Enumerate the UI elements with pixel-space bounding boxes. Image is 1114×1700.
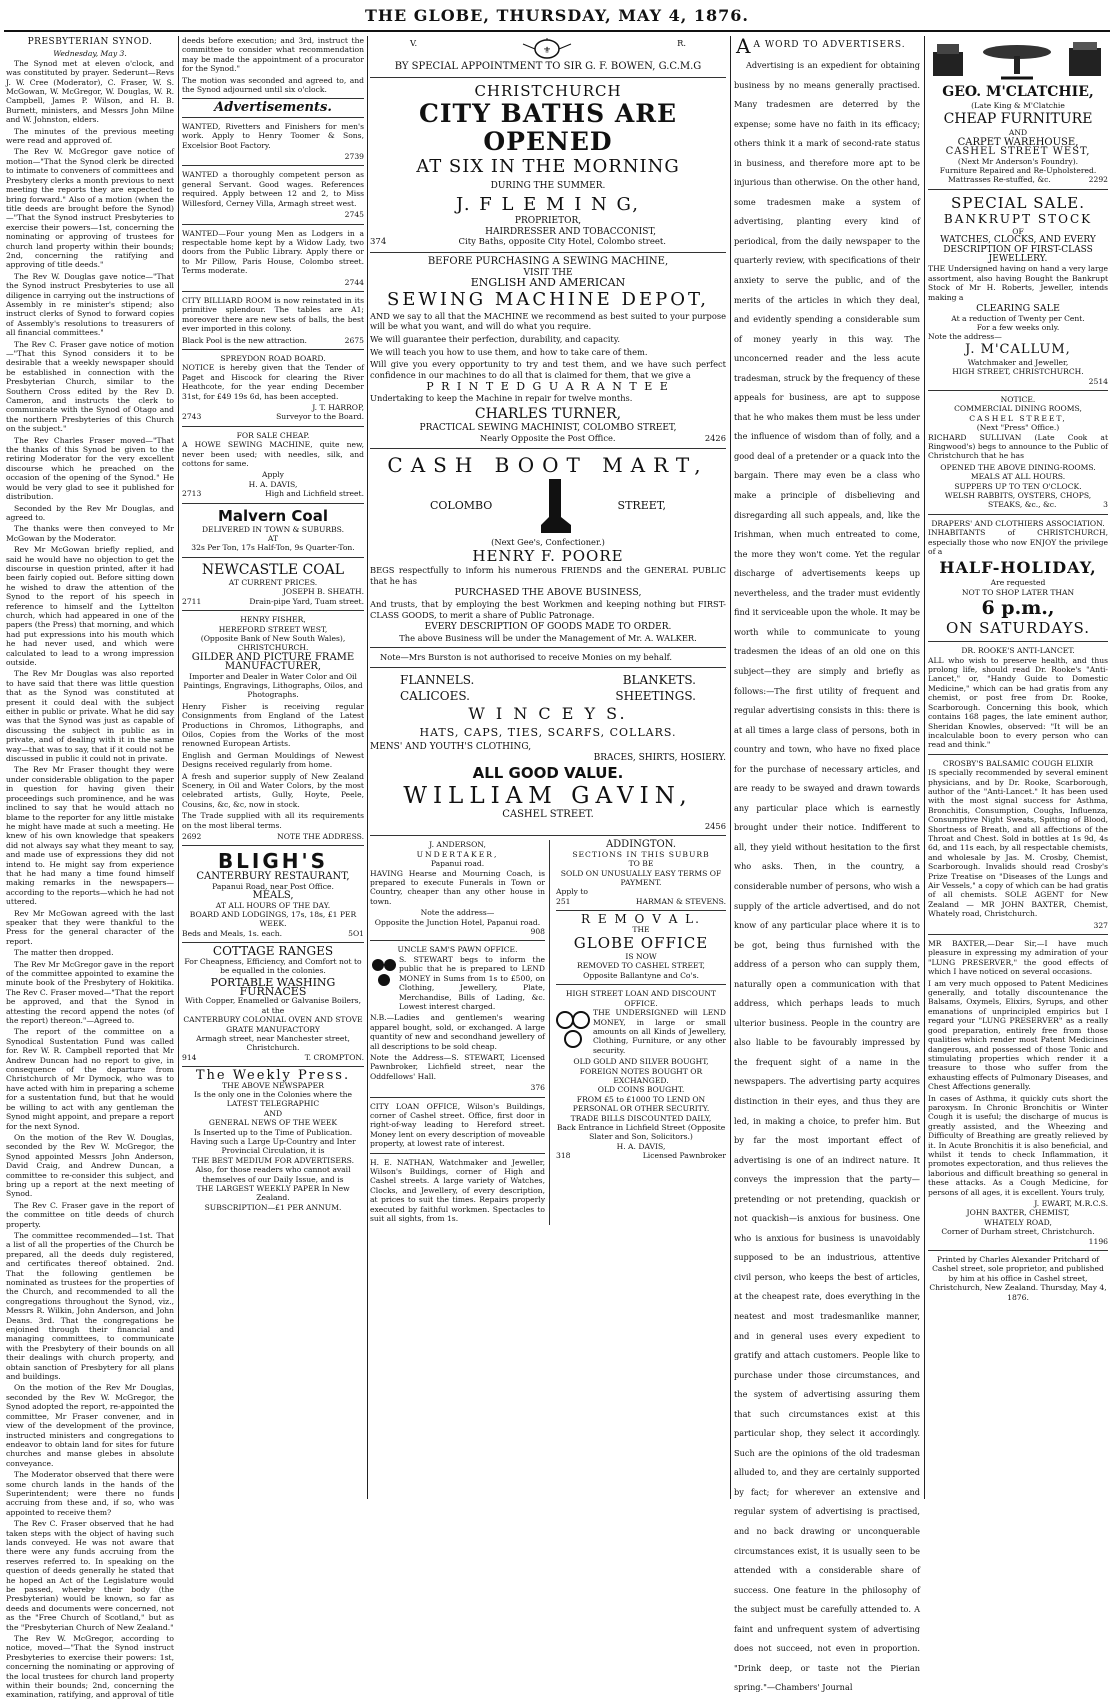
column-divider <box>367 36 368 1499</box>
article-title: A A WORD TO ADVERTISERS. <box>736 34 906 58</box>
pawnbroker-balls-icon <box>370 955 396 989</box>
article-paragraph: The Rev Mr Douglas was also reported to have said that there was little question that as the Synod was constituted at present it could deal with the subject either in public or private. What he did say was that the Synod was just as capable of discussing the subject in public as in private, and of dealing with it in the same way—that was to say, that if it could not be discussed in public it could not in private. <box>6 669 174 764</box>
column-synod-report <box>6 36 174 1700</box>
article-paragraph: The Rev C. Fraser observed that he had taken steps with the object of having such lands conveyed. He was not aware that there were any funds accruing from the reserves referred to. In speaking on the question of deeds generally he stated that he hoped an Act of the Legislature would be passed, whereby their body (the Presbyterian) would be known, so far as deeds and documents were concerned, not as the "Free Church of Scotland," but as the "Presbyterian Church of New Zealand." <box>6 1519 174 1632</box>
ad-fisher-name: HENRY FISHER, <box>240 615 306 625</box>
article-continued: The motion was seconded and agreed to, and the Synod adjourned until six o'clock. <box>182 75 364 95</box>
advertisements-heading: Advertisements. <box>214 100 332 116</box>
article-paragraph: The Rev Mr Fraser thought they were under considerable obligation to the paper in question for having given their proceedings such prominence, and he was inclined to say that he would attach no blame to the reporter for any little mistake he might have made at such a meeting. He knew of his own knowledge that speakers did not always say what they meant to say, and made use of expressions they did not intend to. He might say from experience that he had many a time found himself making remarks in the newspapers—according to the reports—which he had not uttered. <box>6 765 174 907</box>
ad-sullivan: RICHARD SULLIVAN (Late Cook at Ringwood's) begs to announce to the Public of Christchurch that he has <box>928 432 1108 461</box>
article-paragraph: The Rev C. Fraser gave in the report of the committee on title deeds of church property. <box>6 1200 174 1229</box>
ad-rooke-anti-lancet: ALL who wish to preserve health, and thus prolong life, should read Dr. Rooke's "Anti-Lancet," or, "Handy Guide to Domestic Medicine," which can be had gratis from any chemist, or post free from Dr. Rooke, Scarborough. Concerning this book, which contains 168 pages, the late eminent author, Sheridan Knowles, observed: "It will be an incalculable boon to every person who can read and think." <box>928 655 1108 750</box>
article-paragraph: The Rev Mr McGregor gave in the report of the committee appointed to examine the minute book of the Presbytery of Hokitika. The Rev C. Fraser moved—"That the report be approved, and that the Synod in attesting the record append the notes (of the report) thereon."—Agreed to. <box>6 959 174 1026</box>
article-paragraph: The minutes of the previous meeting were read and approved of. <box>6 126 174 146</box>
ad-rivetters: WANTED, Rivetters and Finishers for men's work. Apply to Henry Toomer & Sons, Excelsior Boot Factory. <box>182 121 364 150</box>
printers-imprint: Printed by Charles Alexander Pritchard of Cashel street, sole proprietor, and published by him at his office in Cashel street, Christchurch, New Zealand. Thursday, May 4, 1876. <box>929 1255 1107 1302</box>
ad-boot-mart-title: CASH BOOT MART, <box>387 452 709 477</box>
article-paragraph: The Moderator observed that there were some church lands in the hands of the Superintendent; were there no funds accruing from these and, if so, who was appointed to receive them? <box>6 1470 174 1517</box>
article-paragraph: The Rev W. McGregor gave notice of motion—"That the Synod clerk be directed to intimate to conveners of committees and Presbytery clerks a month previous to next meeting the reports they are expected to bring forward." Also of a motion (when the title deeds are brought before the Synod) —"That the Synod instruct Presbyteries to exercise their powers—1st, concerning the nominating or approving of trustees for church land property within their bounds; 2nd, concerning the ratifying and approving of title deeds." <box>6 147 174 270</box>
pawnbroker-balls-icon <box>556 1008 590 1052</box>
article-paragraph: The committee recommended—1st. That a list of all the properties of the Church be prepared, all the deeds duly registered, and certificates thereof obtained. 2nd. That the following gentlemen be nominated as trustees for the properties of the Church, and recommended to all the congregations throughout the Synod, viz., Messrs R. Wilkin, John Anderson, and John Deans. 3rd. That the congregations be enjoined through their financial and managing committees, to communicate with the Presbytery of their bounds on all their dealings with church property, and obtain sanction of Presbytery for all plans and buildings. <box>6 1230 174 1382</box>
ad-baxter-letter: MR BAXTER,—Dear Sir,—I have much pleasure in expressing my admiration of your "LUNG PRESERVER," the good effects of which I have noticed on several occasions. <box>928 939 1108 977</box>
royal-appointment: BY SPECIAL APPOINTMENT TO SIR G. F. BOWEN, G.C.M.G <box>394 61 702 72</box>
ad-blighs-title: BLIGH'S <box>217 849 329 874</box>
column-divider <box>178 36 179 1499</box>
ad-servant: WANTED a thoroughly competent person as general Servant. Good wages. References required. Apply between 12 and 2, to Miss Willesford, Cerney Villa, Armagh street west. <box>182 170 364 208</box>
article-title: PRESBYTERIAN SYNOD. <box>27 37 153 47</box>
ad-crosby-elixir: IS specially recommended by several eminent physicians, and by Dr. Rooke, Scarborough, author of the "Anti-Lancet." It has been used with the most signal success for Asthma, Bronchitis, Consumption, Coughs, Influenza, Consumptive Night Sweats, Spitting of Blood, Shortness of Breath, and all affections of the Throat and Chest. Sold in bottles at 1s 9d, 4s 6d, and 11s each, by all respectable chemists, and wholesale by Jas. M. Crosby, Chemist, Scarborough. Invalids should read Crosby's Prize Treatise on "Diseases of the Lungs and Air Vessels," a copy of which can be had gratis of all chemists. SOLE AGENT for New Zealand — MR JOHN BAXTER, Chemist, Whately road, Christchurch. <box>928 768 1108 919</box>
article-paragraph: The Rev W. Douglas gave notice—"That the Synod instruct Presbyteries to use all diligence in carrying out the instructions of Assembly in re minister's stipend; also instruct clerks of Synod to forward copies of Assembly's resolutions to treasurers of all financial committees." <box>6 271 174 338</box>
boot-icon <box>535 477 575 537</box>
article-paragraph: The matter then dropped. <box>14 948 114 958</box>
ad-special-sale: SPECIAL SALE. <box>950 193 1086 212</box>
ad-mcclatchie-name: GEO. M'CLATCHIE, <box>942 84 1094 100</box>
article-body <box>6 59 174 1700</box>
royal-arms-icon <box>517 38 577 60</box>
article-paragraph: The Rev C. Fraser gave notice of motion—"That this Synod considers it to be desirable that a weekly newspaper should be established in connection with the Presbyterian Church, similar to the Southern Cross edited by the Rev D. Cameron, and instructs the clerk to communicate with the Synod of Otago and the northern Presbyteries of this Church on the subject." <box>6 339 174 434</box>
ad-weekly-press-title: The Weekly Press. <box>195 1068 351 1084</box>
article-paragraph: On the motion of the Rev W. Douglas, seconded by the Rev W. McGregor, the Synod appointed Messrs John Anderson, David Craig, and Andrew Duncan, a committee to re-consider this subject, and bring up a report at the next meeting of Synod. <box>6 1132 174 1199</box>
ad-spreydon-title: SPREYDON ROAD BOARD. <box>220 353 326 363</box>
article-paragraph: On the motion of the Rev Mr Douglas, seconded by the Rev W. McGregor, the Synod adopted the report, re-appointed the committee, Mr Fraser convener, and in view of the development of the province, instructed ministers and congregations to endeavor to obtain land for sites for future churches and manse glebes in absolute conveyance. <box>6 1383 174 1468</box>
column-advertisements-1: deeds before execution; and 3rd, instruct the committee to consider what recommendation may be made the appointment of a procurator for the Synod." The motion was seconded and agreed to, and the Synod adjourned until six o'clock. Advertisements. WANTED, Rivetters and Finishers for men's work. Apply to Henry Toomer & Sons, Excelsior Boot Factory. 2739 WANTED a thoroughly competent person as general Servant. Good wages. References required. Apply between 12 and 2, to Miss Willesford, Cerney Villa, Armagh street west. 2745 WANTED—Four young Men as Lodgers in a respectable home kept by a Widow Lady, two doors from the Public Library. Apply there or to Mr Pillow, Paris House, Colombo street. Terms moderate. 2744 CITY BILLIARD ROOM is now reinstated in its primitive splendour. The tables are A1; moreover there are new sets of balls, the best ever imported in this colony. Black Pool is the new attraction. 2675 SPREYDON ROAD BOARD. NOTICE is hereby given that the Tender of Paget and Hiscock for clearing the River Heathcote, for the year ending December 31st, for £49 19s 6d, has been accepted. J. T. HARROP, 2743 Surveyor to the Board. FOR SALE CHEAP. A HOWE SEWING MACHINE, quite new, never been used; with needles, silk, and cottons for same. Apply H. A. DAVIS, 2713 High and Lichfield street. Malvern Coal DELIVERED IN TOWN & SUBURBS. AT 32s Per Ton, 17s Half-Ton, 9s Quarter-Ton. NEWCASTLE COAL AT CURRENT PRICES. JOSEPH B. SHEATH. 2711 Drain-pipe Yard, Tuam street. HENRY FISHER, HEREFORD STREET WEST, (Opposite Bank of New South Wales), CHRISTCHURCH. GILDER AND PICTURE FRAME MANUFACTURER, Importer and Dealer in Water Color and Oil Paintings, Engravings, Lithographs, Oilos, and Photographs. Henry Fisher is receiving regular Consignments from England of the Latest Productions in Chromos, Lithographs, and Oilos, Copies from the Works of the most renowned European Artists. English and German Mouldings of Newest Designs received regularly from home. A fresh and superior supply of New Zealand Scenery, in Oil and Water Colors, by the most celebrated artists, Gully, Hoyte, Peele, Cousins, &c, &c, now in stock. The Trade supplied with all its requirements on the most liberal terms. 2692 NOTE THE ADDRESS. BLIGH'S CANTERBURY RESTAURANT, Papanui Road, near Post Office. MEALS, AT ALL HOURS OF THE DAY. BOARD AND LODGINGS, 17s, 18s, £1 PER WEEK. Beds and Meals, 1s. each. 5O1 COTTAGE RANGES For Cheapness, Efficiency, and Comfort not to be equalled in the colonies. PORTABLE WASHING FURNACES With Copper, Enamelled or Galvanise Boilers, at the CANTERBURY COLONIAL OVEN AND STOVE GRATE MANUFACTORY Armagh street, near Manchester street, Christchurch. 914 T. CROMPTON. The Weekly Press. THE ABOVE NEWSPAPER Is the only one in the Colonies where the LATEST TELEGRAPHIC AND GENERAL NEWS OF THE WEEK Is Inserted up to the Time of Publication. Having such a Large Up-Country and Inter Provincial Circulation, it is THE BEST MEDIUM FOR ADVERTISERS. Also, for those readers who cannot avail themselves of our Daily Issue, and is THE LARGEST WEEKLY PAPER In New Zealand. SUBSCRIPTION—£1 PER ANNUM. <box>182 36 364 1212</box>
ad-lodgers: WANTED—Four young Men as Lodgers in a respectable home kept by a Widow Lady, two doors from the Public Library. Apply there or to Mr Pillow, Paris House, Colombo street. Terms moderate. <box>182 228 364 276</box>
ad-city-loan: CITY LOAN OFFICE, Wilson's Buildings, corner of Cashel street. Office, first door in right-of-way leading to Hereford street. Money lent on every description of moveable property, at lowest rate of interest. <box>370 1101 545 1149</box>
article-paragraph: The report of the committee on a Synodical Sustentation Fund was called for. Rev W. R. Campbell reported that Mr Andrew Duncan had no report to give, in consequence of the departure from Christchurch of Mr Dymock, who was to have acted with him in preparing a scheme for a sustentation fund, but that he would be willing to act with any gentleman the Synod might appoint, and prepare a report for the next Synod. <box>6 1027 174 1131</box>
removal-globe-office: GLOBE OFFICE <box>573 934 709 953</box>
ad-nathan: H. E. NATHAN, Watchmaker and Jeweller, Wilson's Buildings, corner of High and Cashel streets. A large variety of Watches, Clocks, and Jewellery, of every description, at prices to suit the times. Repairs properly executed by faithful workmen. Spectacles to suit all sights, from 1s. <box>370 1157 545 1224</box>
article-paragraph: Rev Mr McGowan briefly replied, and said he would have no objection to get the discourse in question printed, after it had been fairly copied out. Before sitting down he wished to draw the attention of the Synod to the report of his speech in reference to himself and the Lyttelton church, which had appeared in one of the papers (the Press) that morning, and which had put expressions into his mouth which he had never used, and which were calculated to lead to a wrong impression outside. <box>6 545 174 667</box>
ad-newcastle-title: NEWCASTLE COAL <box>201 561 345 578</box>
ad-sewing-sale: A HOWE SEWING MACHINE, quite new, never been used; with needles, silk, and cottons for same. <box>182 440 364 469</box>
article-paragraph: Seconded by the Rev Mr Douglas, and agreed to. <box>6 503 174 522</box>
ad-pawn-office: S. STEWART begs to inform the public that he is prepared to LEND MONEY in Sums from 1s to £500, on Clothing, Jewellery, Plate, Merchandise, Bills of Lading, &c. Lowest interest charged. <box>399 954 545 1011</box>
ad-sewing-title: SEWING MACHINE DEPOT, <box>386 288 710 310</box>
royal-cypher: V. ⚜ R. <box>370 36 726 62</box>
column-display-ads: V. ⚜ R. BY SPECIAL APPOINTMENT TO SIR G. F. BOWEN, G.C.M.G CHRISTCHURCH CITY BATHS ARE OPENED AT SIX IN THE MORNING DURING THE SUMMER. J. F L E M I N G, PROPRIETOR, HAIRDRESSER AND TOBACCONIST, 374 City Baths, opposite City Hotel, Colombo street. BEFORE PURCHASING A SEWING MACHINE, VISIT THE ENGLISH AND AMERICAN SEWING MACHINE DEPOT, AND we say to all that the MACHINE we recommend as best suited to your purpose will be what you want, and will do what you require. We will guarantee their perfection, durability, and capacity. We will teach you how to use them, and how to take care of them. Will give you every opportunity to try and test them, and we have such perfect confidence in our machines to do all that is claimed for them, that we give a P R I N T E D G U A R A N T E E Undertaking to keep the Machine in repair for twelve months. CHARLES TURNER, PRACTICAL SEWING MACHINIST, COLOMBO STREET, Nearly Opposite the Post Office. 2426 CASH BOOT MART, COLOMBO STREET, (Next Gee's, Confectioner.) HENRY F. POORE BEGS respectfully to inform his numerous FRIENDS and the GENERAL PUBLIC that he has PURCHASED THE ABOVE BUSINESS, And trusts, that by employing the best Workmen and keeping nothing but FIRST-CLASS GOODS, to merit a share of Public Patronage. EVERY DESCRIPTION OF GOODS MADE TO ORDER. The above Business will be under the Management of Mr. A. WALKER. Note—Mrs Burston is not authorised to receive Monies on my behalf. FLANNELS. BLANKETS. CALICOES. SHEETINGS. W I N C E Y S. HATS, CAPS, TIES, SCARFS, COLLARS. MENS' AND YOUTH'S CLOTHING, BRACES, SHIRTS, HOSIERY. ALL GOOD VALUE. WILLIAM GAVIN, CASHEL STREET. 2456 J. ANDERSON, UNDERTAKER, Papanui road. HAVING Hearse and Mourning Coach, is prepared to execute Funerals in Town or Country, cheaper than any other house in town. Note the address— Opposite the Junction Hotel, Papanui road. 908 UNCLE SAM'S PAWN OFFICE. S. STEWART begs to inform the public that he is prepared to LEND MONEY in Sums from 1s to £500, on Clothing, Jewellery, Plate, Merchandise, Bills of Lading, &c. Lowest interest charged. N.B.—Ladies and gentlemen's wearing apparel bought, sold, or exchanged. A large quantity of new and secondhand jewellery of all descriptions to be sold cheap. Note the Address—S. STEWART, Licensed Pawnbroker, Lichfield street, near the Oddfellows' Hall. 376 CITY LOAN OFFICE, Wilson's Buildings, corner of Cashel street. Office, first door in right-of-way leading to Hereford street. Money lent on every description of moveable property, at lowest rate of interest. H. E. NATHAN, Watchmaker and Jeweller, Wilson's Buildings, corner of High and Cashel streets. A large variety of Watches, Clocks, and Jewellery, of every description, at prices to suit the times. Repairs properly executed by faithful workmen. Spectacles to suit all sights, from 1s. ADDINGTON. SECTIONS IN THIS SUBURB TO BE SOLD ON UNUSUALLY EASY TERMS OF PAYMENT. Apply to 251 HARMAN & STEVENS. R E M O V A L. THE GLOBE OFFICE IS NOW REMOVED TO CASHEL STREET, Opposite Ballantyne and Co's. HIGH STREET LOAN AND DISCOUNT OFFICE. THE UNDERSIGNED will LEND MONEY, in large or small amounts on all Kinds of Jewellery, Clothing, Furniture, or any other security. OLD GOLD AND SILVER BOUGHT, FOREIGN NOTES BOUGHT OR EXCHANGED. OLD COINS BOUGHT. FROM £5 to £1000 TO LEND ON PERSONAL OR OTHER SECURITY. TRADE BILLS DISCOUNTED DAILY, Back Entrance in Lichfield Street (Opposite Slater and Son, Solicitors.) H. A. DAVIS, 318 Licensed Pawnbroker <box>370 36 726 1499</box>
svg-text:⚜: ⚜ <box>543 46 552 56</box>
column-divider <box>730 36 731 1499</box>
ad-baths-title: CITY BATHS ARE OPENED <box>418 98 678 156</box>
article-paragraph: The Synod met at eleven o'clock, and was constituted by prayer. Sederunt—Revs J. W. Cree (Moderator), C. Fraser, W. S. McGowan, W. McGregor, W. Douglas, W. R. Campbell, James P. Wilson, and H. B. Burnett, ministers, and Messrs John Milne and W. Johnston, elders. <box>6 58 174 125</box>
ad-malvern-title: Malvern Coal <box>217 506 329 525</box>
masthead-rule <box>4 30 1110 32</box>
article-paragraph: The Rev Charles Fraser moved—"That the thanks of this Synod be given to the retiring Moderator for the very excellent discourse which he preached on the occasion of the opening of the Synod." He would be very glad to see it published for distribution. <box>6 435 174 502</box>
masthead: THE GLOBE, THURSDAY, MAY 4, 1876. <box>364 6 749 25</box>
ad-spreydon: NOTICE is hereby given that the Tender of Paget and Hiscock for clearing the River Heathcote, for the year ending December 31st, for £49 19s 6d, has been accepted. <box>182 363 364 401</box>
column-divider <box>924 36 925 1499</box>
column-advertisements-2: GEO. M'CLATCHIE, (Late King & M'Clatchie CHEAP FURNITURE AND CARPET WAREHOUSE, CASHEL STREET WEST, (Next Mr Anderson's Foundry). Furniture Repaired and Re-Upholstered. Mattrasses Re-stuffed, &c. 2292 SPECIAL SALE. BANKRUPT STOCK OF WATCHES, CLOCKS, AND EVERY DESCRIPTION OF FIRST-CLASS JEWELLERY. THE Undersigned having on hand a very large assortment, also having Bought the Bankrupt Stock of Mr H. Roberts, Jeweller, intends making a CLEARING SALE At a reduction of Twenty per Cent. For a few weeks only. Note the address— J. M'CALLUM, Watchmaker and Jeweller, HIGH STREET, CHRISTCHURCH. 2514 NOTICE. COMMERCIAL DINING ROOMS, CASHEL STREET, (Next "Press" Office.) RICHARD SULLIVAN (Late Cook at Ringwood's) begs to announce to the Public of Christchurch that he has OPENED THE ABOVE DINING-ROOMS. MEALS AT ALL HOURS. SUPPERS UP TO TEN O'CLOCK. WELSH RABBITS, OYSTERS, CHOPS, STEAKS, &c., &c. 3 DRAPERS' AND CLOTHIERS ASSOCIATION. INHABITANTS of CHRISTCHURCH, especially those who now ENJOY the privilege of a HALF-HOLIDAY, Are requested NOT TO SHOP LATER THAN 6 p.m., ON SATURDAYS. DR. ROOKE'S ANTI-LANCET. ALL who wish to preserve health, and thus prolong life, should read Dr. Rooke's "Anti-Lancet," or, "Handy Guide to Domestic Medicine," which can be had gratis from any chemist, or post free from Dr. Rooke, Scarborough. Concerning this book, which contains 168 pages, the late eminent author, Sheridan Knowles, observed: "It will be an incalculable boon to every person who can read and think." CROSBY'S BALSAMIC COUGH ELIXIR IS specially recommended by several eminent physicians, and by Dr. Rooke, Scarborough, author of the "Anti-Lancet." It has been used with the most signal success for Asthma, Bronchitis, Consumption, Coughs, Influenza, Consumptive Night Sweats, Spitting of Blood, Shortness of Breath, and all affections of the Throat and Chest. Sold in bottles at 1s 9d, 4s 6d, and 11s each, by all respectable chemists, and wholesale by Jas. M. Crosby, Chemist, Scarborough. Invalids should read Crosby's Prize Treatise on "Diseases of the Lungs and Air Vessels," a copy of which can be had gratis of all chemists. SOLE AGENT for New Zealand — MR JOHN BAXTER, Chemist, Whately road, Christchurch. 327 MR BAXTER,—Dear Sir,—I have much pleasure in expressing my admiration of your "LUNG PRESERVER," the good effects of which I have noticed on several occasions. I am very much opposed to Patent Medicines generally, and totally discountenance the Balsams, Oxymels, Elixirs, Syrups, and other emanations of unprincipled empirics but I regard your "LUNG PRESERVER" as a really good preparation, entirely free from those qualities which render most Patent Medicines dangerous, and possessed of those Tonic and stimulating properties which render it a treasure to those who suffer from the exhausting effects of Pulmonary Diseases, and Chest Affections generally. In cases of Asthma, it quickly cuts short the paroxysm. In Chronic Bronchitis or Winter Cough it is useful; the discharge of mucus is greatly assisted, and the Wheezing and Difficulty of Breathing are greatly relieved by it. In Acute Bronchitis it is also beneficial, and whilst it tends to check Inflammation, it promotes expectoration, and thus relieves the laborious and difficult breathing so general in these attacks. As a Cough Medicine, for persons of all ages, it is excellent. Yours truly, J. EWART, M.R.C.S. JOHN BAXTER, CHEMIST, WHATELY ROAD, Corner of Durham street, Christchurch. 1196 Printed by Charles Alexander Pritchard of Cashel street, sole proprietor, and published by him at his office in Cashel street, Christchurch, New Zealand. Thursday, May 4, 1876. <box>928 36 1108 1499</box>
column-word-to-advertisers <box>734 34 920 1693</box>
ad-half-holiday: HALF-HOLIDAY, <box>939 558 1097 578</box>
furniture-illustration-icon <box>929 38 1107 82</box>
article-dateline: Wednesday, May 3. <box>53 49 127 59</box>
article-paragraph: Rev Mr McGowan agreed with the last speaker that they were thankful to the Press for the general character of the report. <box>6 908 174 946</box>
ad-gavin-name: WILLIAM GAVIN, <box>403 783 693 810</box>
article-body: Advertising is an expedient for obtaining business by no means generally practised. Many tradesmen are deterred by the expense; some have no faith in its efficacy; others think it a mark of second-rate status in business, and therefore more apt to be injurious than otherwise. On the other hand, some tradesmen make a system of advertising, planting every kind of periodical, from the daily newspaper to the quarterly review, with specifications of their anxiety to serve the public, and of the merits of the articles in which they deal, and evidently spending a considerable sum of money yearly in this way. The unconcerned reader and the less acute tradesman, struck by the frequency of these appeals for business, are apt to suppose that he who makes them must be less under the influence of wisdom than of folly, and a good deal of a pretender or a quack into the bargain. There may even be a class who make a principle of disbelieving and disregarding all such appeals, and, like the Irishman, when much entreated to come, the more they won't come. Yet the regular discharge of advertisements keeps up nevertheless, and the trader must evidently find it serviceable upon the whole. It may be worth while to communicate to young tradesmen the ideas of an old one on this subject—they are simply and briefly as follows:—The first utility of frequent and regular advertising consists in this: there is at all times a large class of persons, both in country and town, who have no fixed place for the purchase of necessary articles, and are ready to be swayed and drawn towards any particular place which is earnestly brought under their notice. Indifferent to all, they yield without hesitation to the first who asks. Then, in the country, a considerable number of persons, who wish a supply of the article advertised, and do not know of any particular place where it is to be got, being thus furnished with the address of a person who can supply them, naturally open a communication with that address, which perhaps leads to much ulterior business. People in the country are also liable to be favourably impressed by the frequent sight of a name in the newspapers. The advertising party acquires distinction in their eyes, and thus they are led, in making a choice, to prefer him. But by far the most important effect of advertising is one of an indirect nature. It conveys the impression that the party—pretending or not pretending, quackish or not quackish—is anxious for business. One who is anxious for business is unavoidably supposed to be an industrious, attentive civil person, who keeps the best of articles, at the cheapest rate, does everything in the neatest and most tradesmanlike manner, and in general uses every expedient to gratify and attach customers. People like to purchase under those circumstances, and the system of advertising assuring them that such circumstances exist at this particular shop, they select it accordingly. Such are the opinions of the old tradesman alluded to, and they are certainly supported by fact; for wherever an extensive and regular system of advertising is practised, and no back drawing or unconquerable circumstances exist, it is usually seen to be attended with a considerable share of success. One feature in the philosophy of the subject must be carefully attended to. A faint and unfrequent system of advertising does not succeed, not even in proportion. "Drink deep, or taste not the Pierian spring."—Chambers' Journal <box>734 60 920 1693</box>
ad-ranges-title: COTTAGE RANGES <box>212 944 334 959</box>
ad-high-street-loan: THE UNDERSIGNED will LEND MONEY, in large or small amounts on all Kinds of Jewellery, Clothing, Furniture, or any other security. <box>593 1008 726 1055</box>
article-paragraph: The Rev W. McGregor, according to notice, moved—"That the Synod instruct Presbyteries to exercise their powers: 1st, concerning the nominating or approving of the local trustees for church land property within their bounds; 2nd, concerning the examination, ratifying, and approval of title <box>6 1634 174 1700</box>
ad-billiard: CITY BILLIARD ROOM is now reinstated in its primitive splendour. The tables are A1; moreover there are new sets of balls, the best ever imported in this colony. <box>182 295 364 334</box>
article-continued: deeds before execution; and 3rd, instruct the committee to consider what recommendation may be made the appointment of a procurator for the Synod." <box>182 36 364 74</box>
ad-undertaker: HAVING Hearse and Mourning Coach, is prepared to execute Funerals in Town or Country, cheaper than any other house in town. <box>370 868 545 906</box>
article-paragraph: The thanks were then conveyed to Mr McGowan by the Moderator. <box>6 524 174 543</box>
ad-sale-title: FOR SALE CHEAP. <box>236 430 310 440</box>
